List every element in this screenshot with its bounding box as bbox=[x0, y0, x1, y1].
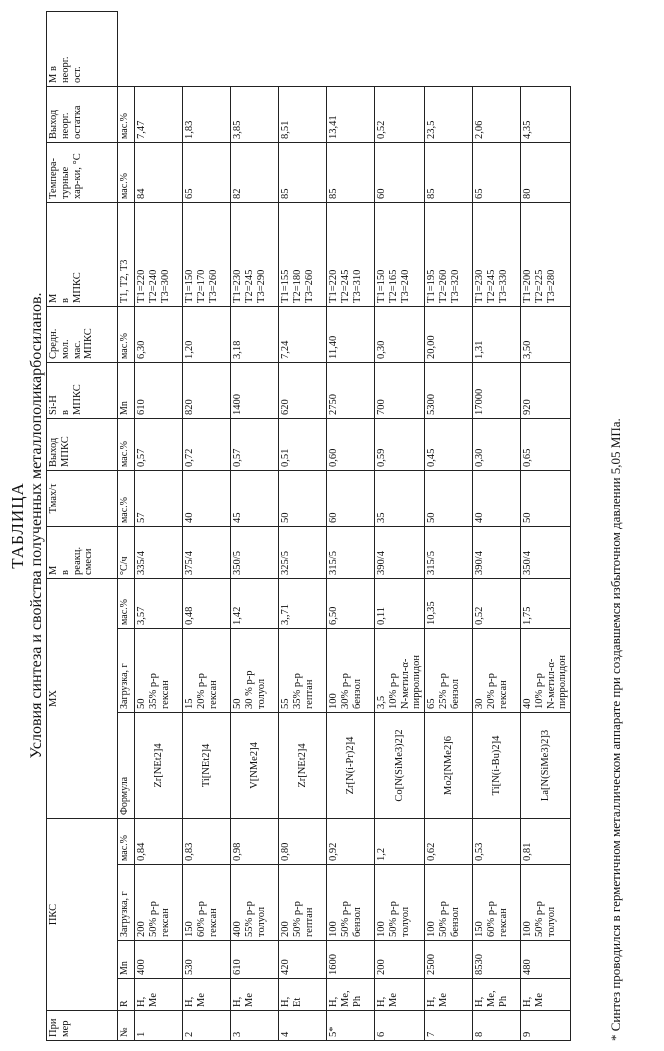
header-row bbox=[47, 12, 118, 1041]
cell-yield-mpks: 40 bbox=[183, 470, 231, 526]
cell-m-residue: 1,83 bbox=[183, 86, 231, 142]
col-m-mpks: М в МПКС bbox=[47, 202, 118, 306]
cell-number: 3 bbox=[231, 1011, 279, 1041]
cell-mn-mpks: 620 bbox=[279, 362, 327, 418]
cell-m-mpks: 3,18 bbox=[231, 306, 279, 362]
cell-yield-mpks: 57 bbox=[135, 470, 183, 526]
table-row bbox=[473, 12, 521, 1041]
cell-mn-mpks: 820 bbox=[183, 362, 231, 418]
unit-cell: мас.% bbox=[118, 470, 135, 526]
cell-number: 5* bbox=[327, 1011, 375, 1041]
cell-m-mpks: 7,24 bbox=[279, 306, 327, 362]
cell-formula: V[NMe2]4 bbox=[231, 712, 279, 818]
col-tmax: Тмах/τ bbox=[47, 470, 118, 526]
cell-m-residue: 7,47 bbox=[135, 86, 183, 142]
table-body bbox=[135, 12, 571, 1041]
cell-tmax: 390/4 bbox=[375, 526, 425, 578]
cell-tmax: 335/4 bbox=[135, 526, 183, 578]
cell-mn: 1600 bbox=[327, 941, 375, 979]
cell-mn: 420 bbox=[279, 941, 327, 979]
cell-sih-pks: 0,84 bbox=[135, 818, 183, 864]
cell-m-mpks: 1,31 bbox=[473, 306, 521, 362]
cell-sih-mpks: 0,51 bbox=[279, 418, 327, 470]
cell-temps: T1=220 T2=240 T3=300 bbox=[135, 202, 183, 306]
col-yield-mpks: Выход МПКС bbox=[47, 418, 118, 470]
cell-pks-load: 400 55% р-р толуол bbox=[231, 865, 279, 941]
cell-sih-mpks: 0,72 bbox=[183, 418, 231, 470]
unit-cell: Загрузка, г bbox=[118, 865, 135, 941]
cell-r: H, Me bbox=[375, 979, 425, 1011]
cell-r: H, Me, Ph bbox=[473, 979, 521, 1011]
cell-residue-yield: 65 bbox=[183, 142, 231, 202]
cell-temps: T1=230 T2=245 T3=330 bbox=[473, 202, 521, 306]
cell-m-mix: 3,,71 bbox=[279, 578, 327, 628]
cell-pks-load: 200 50% р-р гептан bbox=[279, 865, 327, 941]
cell-mx-load: 100 30% р-р бензол bbox=[327, 628, 375, 712]
cell-formula: Ti[N(i-Bu)2]4 bbox=[473, 712, 521, 818]
table-row bbox=[183, 12, 231, 1041]
cell-residue-yield: 60 bbox=[375, 142, 425, 202]
cell-residue-yield: 82 bbox=[231, 142, 279, 202]
cell-sih-mpks: 0,59 bbox=[375, 418, 425, 470]
col-m-residue: М в неорг. ост. bbox=[47, 12, 118, 87]
cell-sih-pks: 0,62 bbox=[425, 818, 473, 864]
cell-mn-mpks: 610 bbox=[135, 362, 183, 418]
cell-residue-yield: 84 bbox=[135, 142, 183, 202]
cell-mn-mpks: 2750 bbox=[327, 362, 375, 418]
cell-yield-mpks: 50 bbox=[279, 470, 327, 526]
cell-m-mpks: 0,30 bbox=[375, 306, 425, 362]
cell-sih-pks: 0,80 bbox=[279, 818, 327, 864]
cell-mx-load: 40 10% р-р N-метил-α- пирролидон bbox=[521, 628, 571, 712]
cell-m-residue: 3,85 bbox=[231, 86, 279, 142]
cell-sih-pks: 0,81 bbox=[521, 818, 571, 864]
cell-mn-mpks: 1400 bbox=[231, 362, 279, 418]
cell-residue-yield: 85 bbox=[327, 142, 375, 202]
cell-residue-yield: 65 bbox=[473, 142, 521, 202]
cell-mx-load: 30 20% р-р гексан bbox=[473, 628, 521, 712]
cell-formula: Zr[NEt2]4 bbox=[279, 712, 327, 818]
unit-cell: Т1, Т2, Т3 bbox=[118, 202, 135, 306]
table-title: ТАБЛИЦА bbox=[8, 0, 28, 1051]
cell-m-mpks: 6,30 bbox=[135, 306, 183, 362]
unit-cell: Мn bbox=[118, 941, 135, 979]
col-m-mix: М в реакц. смеси bbox=[47, 526, 118, 578]
cell-mn-mpks: 17000 bbox=[473, 362, 521, 418]
cell-m-mix: 1,42 bbox=[231, 578, 279, 628]
cell-m-mix: 6,50 bbox=[327, 578, 375, 628]
cell-formula: Mo2[NMe2]6 bbox=[425, 712, 473, 818]
cell-m-mix: 0,48 bbox=[183, 578, 231, 628]
cell-m-mpks: 20,00 bbox=[425, 306, 473, 362]
cell-mn: 8530 bbox=[473, 941, 521, 979]
cell-residue-yield: 80 bbox=[521, 142, 571, 202]
cell-r: H, Me bbox=[231, 979, 279, 1011]
cell-mx-load: 55 35% р-р гептан bbox=[279, 628, 327, 712]
col-example: При мер bbox=[47, 1011, 118, 1041]
cell-mn: 2500 bbox=[425, 941, 473, 979]
cell-m-residue: 0,52 bbox=[375, 86, 425, 142]
cell-mx-load: 65 25% р-р бензол bbox=[425, 628, 473, 712]
cell-m-residue: 8,51 bbox=[279, 86, 327, 142]
cell-pks-load: 200 50% р-р гексан bbox=[135, 865, 183, 941]
unit-cell: °С/ч bbox=[118, 526, 135, 578]
cell-formula: Zr[NEt2]4 bbox=[135, 712, 183, 818]
cell-mn-mpks: 700 bbox=[375, 362, 425, 418]
cell-tmax: 375/4 bbox=[183, 526, 231, 578]
cell-sih-pks: 0,53 bbox=[473, 818, 521, 864]
cell-mx-load: 50 30 % р-р толуол bbox=[231, 628, 279, 712]
col-temps: Темпера- турные хар-ки, °С bbox=[47, 142, 118, 202]
unit-cell: мас.% bbox=[118, 578, 135, 628]
cell-mn: 200 bbox=[375, 941, 425, 979]
cell-yield-mpks: 50 bbox=[521, 470, 571, 526]
cell-mn: 480 bbox=[521, 941, 571, 979]
table-row bbox=[521, 12, 571, 1041]
cell-sih-mpks: 0,65 bbox=[521, 418, 571, 470]
col-residue-yield: Выход неорг. остатка bbox=[47, 86, 118, 142]
unit-cell: Мn bbox=[118, 362, 135, 418]
cell-mn: 400 bbox=[135, 941, 183, 979]
cell-pks-load: 100 50% р-р бензол bbox=[327, 865, 375, 941]
cell-formula: Ti[NEt2]4 bbox=[183, 712, 231, 818]
cell-m-residue: 13,41 bbox=[327, 86, 375, 142]
cell-sih-pks: 0,98 bbox=[231, 818, 279, 864]
cell-number: 6 bbox=[375, 1011, 425, 1041]
cell-tmax: 390/4 bbox=[473, 526, 521, 578]
cell-m-mix: 3,57 bbox=[135, 578, 183, 628]
cell-number: 1 bbox=[135, 1011, 183, 1041]
cell-yield-mpks: 45 bbox=[231, 470, 279, 526]
synthesis-table bbox=[46, 11, 571, 1041]
cell-sih-pks: 1,2 bbox=[375, 818, 425, 864]
cell-mx-load: 50 35% р-р гексан bbox=[135, 628, 183, 712]
cell-temps: T1=150 T2=170 T3=260 bbox=[183, 202, 231, 306]
cell-m-mpks: 11,40 bbox=[327, 306, 375, 362]
cell-pks-load: 150 60% р-р гексан bbox=[183, 865, 231, 941]
cell-sih-pks: 0,92 bbox=[327, 818, 375, 864]
cell-number: 8 bbox=[473, 1011, 521, 1041]
table-row bbox=[231, 12, 279, 1041]
cell-sih-mpks: 0,30 bbox=[473, 418, 521, 470]
cell-m-mix: 0,52 bbox=[473, 578, 521, 628]
cell-mn: 610 bbox=[231, 941, 279, 979]
table-row bbox=[425, 12, 473, 1041]
cell-sih-mpks: 0,57 bbox=[135, 418, 183, 470]
unit-cell: мас.% bbox=[118, 142, 135, 202]
rotated-page bbox=[0, 0, 664, 1051]
unit-cell: № bbox=[118, 1011, 135, 1041]
cell-tmax: 315/5 bbox=[327, 526, 375, 578]
cell-m-residue: 2,06 bbox=[473, 86, 521, 142]
cell-residue-yield: 85 bbox=[279, 142, 327, 202]
col-group-mx: МХ bbox=[47, 578, 118, 818]
unit-cell: мас.% bbox=[118, 818, 135, 864]
cell-m-residue: 23,5 bbox=[425, 86, 473, 142]
cell-yield-mpks: 35 bbox=[375, 470, 425, 526]
cell-mn: 530 bbox=[183, 941, 231, 979]
table-row bbox=[375, 12, 425, 1041]
cell-sih-mpks: 0,45 bbox=[425, 418, 473, 470]
cell-number: 9 bbox=[521, 1011, 571, 1041]
cell-formula: Zr[N(i-Pr)2]4 bbox=[327, 712, 375, 818]
unit-cell: мас.% bbox=[118, 86, 135, 142]
unit-cell: Загрузка, г bbox=[118, 628, 135, 712]
cell-tmax: 350/4 bbox=[521, 526, 571, 578]
col-group-pks: ПКС bbox=[47, 818, 118, 1010]
cell-sih-mpks: 0,57 bbox=[231, 418, 279, 470]
col-mn-mpks: Средн. мол. мас. МПКС bbox=[47, 306, 118, 362]
cell-mx-load: 3,5 10% р-р N-метил-α- пирролидон bbox=[375, 628, 425, 712]
table-row bbox=[135, 12, 183, 1041]
cell-m-mpks: 1,20 bbox=[183, 306, 231, 362]
cell-sih-pks: 0,83 bbox=[183, 818, 231, 864]
cell-m-mpks: 3,50 bbox=[521, 306, 571, 362]
cell-mn-mpks: 920 bbox=[521, 362, 571, 418]
cell-mn-mpks: 5300 bbox=[425, 362, 473, 418]
cell-r: H, Et bbox=[279, 979, 327, 1011]
cell-m-mix: 10,35 bbox=[425, 578, 473, 628]
cell-number: 4 bbox=[279, 1011, 327, 1041]
cell-r: H, Me, Ph bbox=[327, 979, 375, 1011]
cell-temps: T1=155 T2=180 T3=260 bbox=[279, 202, 327, 306]
cell-tmax: 315/5 bbox=[425, 526, 473, 578]
cell-r: H, Me bbox=[521, 979, 571, 1011]
cell-yield-mpks: 40 bbox=[473, 470, 521, 526]
cell-r: H, Me bbox=[135, 979, 183, 1011]
cell-tmax: 325/5 bbox=[279, 526, 327, 578]
cell-yield-mpks: 50 bbox=[425, 470, 473, 526]
cell-r: H, Me bbox=[425, 979, 473, 1011]
units-row bbox=[118, 12, 135, 1041]
footnote: * Синтез проводился в герметичном металлическом аппарате при создавшемся избыточном давлении 5,05 МПа. bbox=[608, 11, 624, 1041]
cell-temps: T1=220 T2=245 T3=310 bbox=[327, 202, 375, 306]
cell-m-mix: 1,75 bbox=[521, 578, 571, 628]
cell-pks-load: 100 50% р-р бензол bbox=[425, 865, 473, 941]
cell-temps: T1=150 T2=165 T3=240 bbox=[375, 202, 425, 306]
cell-m-residue: 4,35 bbox=[521, 86, 571, 142]
cell-temps: T1=230 T2=245 T3=290 bbox=[231, 202, 279, 306]
table-row bbox=[279, 12, 327, 1041]
unit-cell: Формула bbox=[118, 712, 135, 818]
cell-tmax: 350/5 bbox=[231, 526, 279, 578]
cell-number: 7 bbox=[425, 1011, 473, 1041]
cell-pks-load: 150 60% р-р гексан bbox=[473, 865, 521, 941]
cell-r: H, Me bbox=[183, 979, 231, 1011]
cell-formula: La[N(SiMe3)2]3 bbox=[521, 712, 571, 818]
cell-temps: T1=200 T2=225 T3=280 bbox=[521, 202, 571, 306]
table-subtitle: Условия синтеза и свойства полученных металлополикарбосиланов. bbox=[28, 0, 46, 1051]
cell-number: 2 bbox=[183, 1011, 231, 1041]
cell-residue-yield: 85 bbox=[425, 142, 473, 202]
cell-mx-load: 15 20% р-р гексан bbox=[183, 628, 231, 712]
cell-yield-mpks: 60 bbox=[327, 470, 375, 526]
unit-cell: R bbox=[118, 979, 135, 1011]
cell-pks-load: 100 50% р-р толуол bbox=[521, 865, 571, 941]
cell-m-mix: 0,11 bbox=[375, 578, 425, 628]
unit-cell: мас.% bbox=[118, 306, 135, 362]
cell-temps: T1=195 T2=260 T3=320 bbox=[425, 202, 473, 306]
cell-formula: Co[N(SiMe3)2]2 bbox=[375, 712, 425, 818]
table-row bbox=[327, 12, 375, 1041]
cell-sih-mpks: 0,60 bbox=[327, 418, 375, 470]
unit-cell: мас.% bbox=[118, 418, 135, 470]
col-sih-mpks: Si-H в МПКС bbox=[47, 362, 118, 418]
cell-pks-load: 100 50% р-р толуол bbox=[375, 865, 425, 941]
